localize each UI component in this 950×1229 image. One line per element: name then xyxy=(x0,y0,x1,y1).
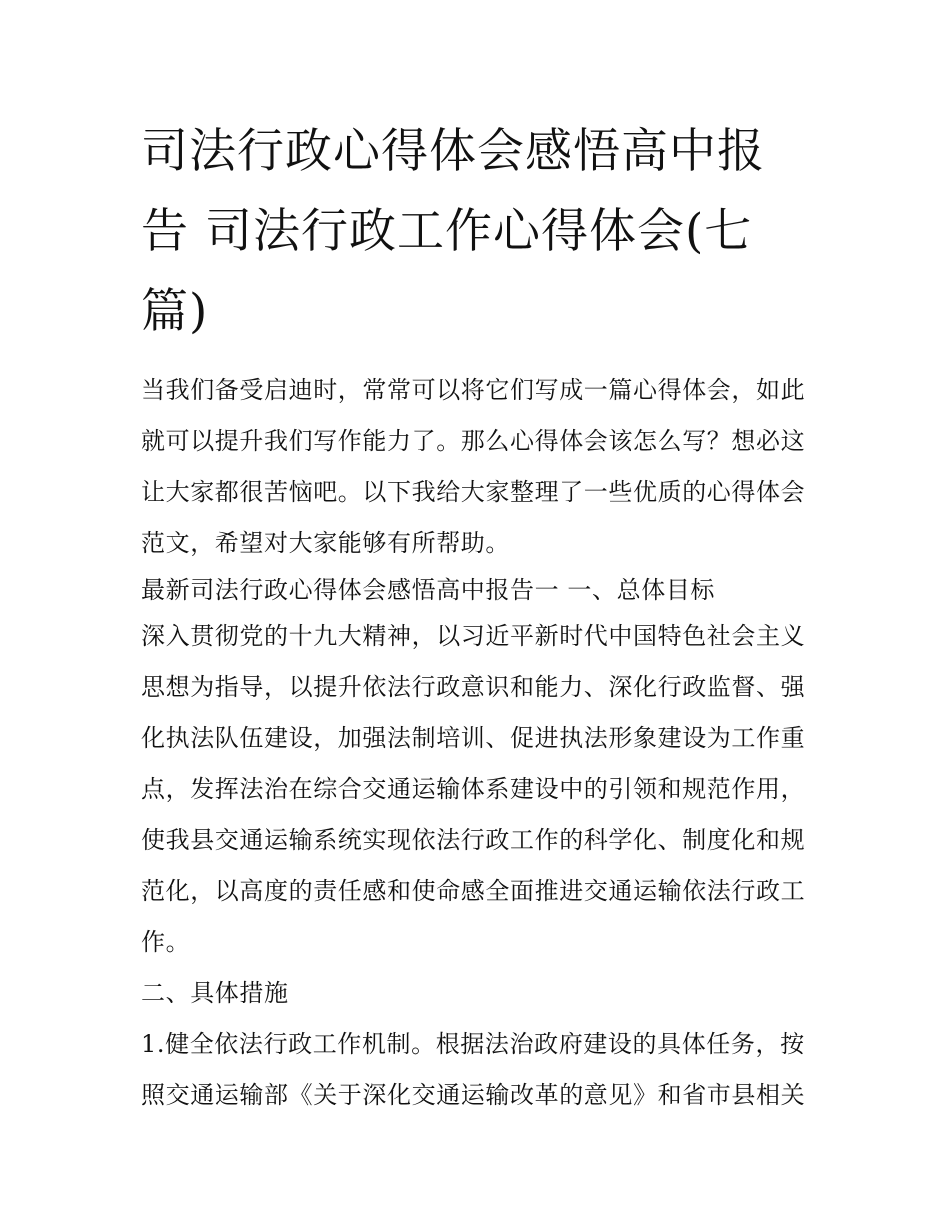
document-text xyxy=(141,365,811,1121)
measures-heading: 二、具体措施 xyxy=(141,979,289,1007)
text-line: 当我们备受启迪时，常常可以将它们写成一篇心得体会，如此 xyxy=(141,376,806,404)
text-line: 照交通运输部《关于深化交通运输改革的意见》和省市县相关 xyxy=(141,1081,806,1109)
goal-paragraph xyxy=(141,611,811,968)
document-body xyxy=(141,112,811,1121)
text-line: 1.健全依法行政工作机制。根据法治政府建设的具体任务，按 xyxy=(141,1030,805,1058)
measures-paragraph xyxy=(141,1019,811,1121)
text-line: 让大家都很苦恼吧。以下我给大家整理了一些优质的心得体会 xyxy=(141,478,806,506)
intro-paragraph xyxy=(141,365,811,569)
text-line: 化执法队伍建设，加强法制培训、促进执法形象建设为工作重 xyxy=(141,724,806,752)
text-line: 作。 xyxy=(141,928,191,956)
title-line: 篇) xyxy=(141,284,209,339)
text-line: 点，发挥法治在综合交通运输体系建设中的引领和规范作用， xyxy=(141,775,806,803)
text-line: 范化，以高度的责任感和使命感全面推进交通运输依法行政工 xyxy=(141,877,806,905)
text-line: 就可以提升我们写作能力了。那么心得体会该怎么写？想必这 xyxy=(141,427,806,455)
text-line: 深入贯彻党的十九大精神，以习近平新时代中国特色社会主义 xyxy=(141,622,806,650)
text-line: 使我县交通运输系统实现依法行政工作的科学化、制度化和规 xyxy=(141,826,806,854)
text-line: 思想为指导，以提升依法行政意识和能力、深化行政监督、强 xyxy=(141,673,806,701)
title-line: 告 司法行政工作心得体会(七 xyxy=(141,204,753,259)
text-line: 范文，希望对大家能够有所帮助。 xyxy=(141,529,510,557)
title-line: 司法行政心得体会感悟高中报 xyxy=(141,124,765,179)
document-title xyxy=(141,112,801,352)
section-heading: 最新司法行政心得体会感悟高中报告一 一、总体目标 xyxy=(141,576,716,604)
